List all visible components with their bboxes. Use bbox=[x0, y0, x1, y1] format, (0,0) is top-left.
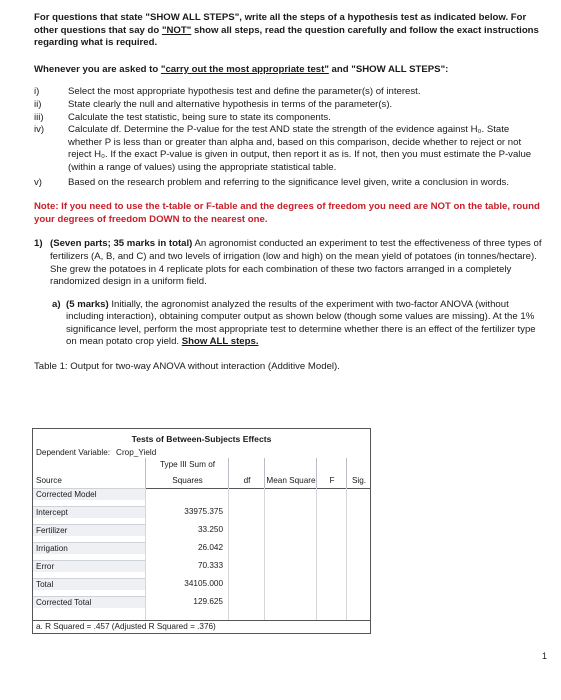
table-title: Tests of Between-Subjects Effects bbox=[131, 434, 272, 444]
header-sum-of-squares bbox=[145, 458, 229, 488]
step-text: State clearly the null and alternative hypothesis in terms of the parameter(s). bbox=[68, 98, 393, 110]
question-text bbox=[50, 238, 546, 288]
table-row bbox=[33, 560, 370, 572]
instructions-paragraph bbox=[34, 12, 546, 50]
step-number: v) bbox=[34, 176, 42, 188]
header-sig bbox=[346, 458, 371, 488]
row-source: Fertilizer bbox=[33, 524, 145, 536]
dependent-variable bbox=[36, 448, 156, 458]
part-text bbox=[66, 299, 546, 349]
row-sum-of-squares: 70.333 bbox=[197, 561, 223, 570]
row-sum-of-squares: 129.625 bbox=[193, 597, 223, 606]
anova-table bbox=[32, 428, 371, 634]
header-source bbox=[33, 458, 145, 488]
part-body: Initially, the agronomist analyzed the results of the experiment with two-factor ANOVA (without including interaction), obtaining computer output as shown below (though some values are missing). At the 1% significance level, perform the most appropriate test to determine whether there is an effect of the fertilizer type on mean potato crop yield. bbox=[66, 298, 536, 348]
step-number: iv) bbox=[34, 124, 45, 136]
row-source: Corrected Model bbox=[33, 488, 145, 500]
row-sum-of-squares: 33975.375 bbox=[184, 507, 223, 516]
header-ss-line2: Squares bbox=[172, 476, 203, 485]
header-f bbox=[316, 458, 347, 488]
list-item bbox=[34, 86, 546, 99]
row-sum-of-squares: 34105.000 bbox=[184, 579, 223, 588]
row-source: Error bbox=[33, 560, 145, 572]
list-item bbox=[34, 177, 546, 190]
question-1 bbox=[34, 238, 546, 288]
row-source: Total bbox=[33, 578, 145, 590]
header-df-label: df bbox=[243, 476, 251, 485]
step-number: i) bbox=[34, 86, 40, 98]
question-body: An agronomist conducted an experiment to test the effectiveness of three types of fertilizers (A, B, and C) and two levels of irrigation (low and high) on the mean yield of potatoes (in tonnes/hectare). She grew the potatoes in 4 replicate plots for each combination of these two factors arranged in a completely randomized design in a uniform field. bbox=[50, 238, 542, 288]
table-row bbox=[33, 542, 370, 554]
step-text: Calculate df. Determine the P-value for the test AND state the strength of the evidence against H₀. State whether P is less than or greater than alpha and, based on this comparison, decide whether to reject or not reject H₀. If the exact P-value is given in output, then report it as is. If not, then you must estimate the P-value (within a range of values) using the appropriate statistical table. bbox=[68, 124, 532, 173]
table-caption: Table 1: Output for two-way ANOVA without interaction (Additive Model). bbox=[34, 361, 340, 373]
page-number: 1 bbox=[542, 651, 548, 661]
steps-heading-text: Whenever you are asked to bbox=[34, 63, 161, 75]
table-row bbox=[33, 506, 370, 518]
note-text: Note: If you need to use the t-table or F-table and the degrees of freedom you need are NOT on the table, round your degrees of freedom DOWN to the nearest one. bbox=[34, 201, 540, 225]
table-row bbox=[33, 578, 370, 590]
question-marks: (Seven parts; 35 marks in total) bbox=[50, 238, 193, 250]
step-text: Select the most appropriate hypothesis test and define the parameter(s) of interest. bbox=[68, 86, 421, 98]
steps-heading bbox=[34, 64, 546, 77]
header-mean-square bbox=[264, 458, 317, 488]
question-1a bbox=[52, 299, 546, 349]
instructions-text: , write all the steps of a hypothesis test as indicated below. For other questions that say do bbox=[34, 12, 527, 36]
table-row bbox=[33, 596, 370, 608]
header-source-label: Source bbox=[36, 476, 62, 485]
row-sum-of-squares bbox=[145, 488, 228, 500]
list-item bbox=[34, 124, 546, 174]
row-source: Intercept bbox=[33, 506, 145, 518]
header-ss-line1: Type III Sum of bbox=[159, 460, 216, 469]
table-row bbox=[33, 524, 370, 536]
steps-heading-text: and bbox=[328, 63, 352, 75]
question-number: 1) bbox=[34, 238, 43, 250]
step-text: Calculate the test statistic, being sure to state its components. bbox=[68, 111, 331, 123]
header-f-label: F bbox=[329, 476, 335, 485]
list-item bbox=[34, 99, 546, 112]
row-sum-of-squares: 33.250 bbox=[197, 525, 223, 534]
step-number: iii) bbox=[34, 111, 44, 123]
header-df bbox=[228, 458, 265, 488]
row-sum-of-squares: 26.042 bbox=[197, 543, 223, 552]
steps-heading-text: : bbox=[445, 63, 449, 75]
dependent-variable-label: Dependent Variable: bbox=[36, 448, 111, 457]
instructions-text: For questions that state bbox=[34, 12, 146, 23]
table-footnote bbox=[33, 620, 370, 634]
step-text: Based on the research problem and referring to the significance level given, write a conclusion in words. bbox=[68, 176, 510, 188]
instructions-emphasis: "SHOW ALL STEPS" bbox=[145, 12, 240, 23]
row-source: Irrigation bbox=[33, 542, 145, 554]
row-source: Corrected Total bbox=[33, 596, 145, 608]
steps-heading-emphasis: "carry out the most appropriate test" bbox=[160, 63, 329, 75]
instructions-text: show all steps, read the question carefully and follow the exact instructions regarding what is required. bbox=[34, 24, 539, 49]
header-ms-label: Mean Square bbox=[266, 476, 316, 485]
part-number: a) bbox=[52, 298, 61, 310]
list-item bbox=[34, 112, 546, 125]
header-sig-label: Sig. bbox=[351, 476, 367, 485]
footnote-text: a. R Squared = .457 (Adjusted R Squared = .376) bbox=[36, 622, 216, 631]
document-page bbox=[34, 8, 546, 374]
part-instruction: Show ALL steps. bbox=[181, 336, 259, 348]
step-number: ii) bbox=[34, 98, 42, 110]
part-marks: (5 marks) bbox=[66, 298, 109, 310]
table-row bbox=[33, 488, 370, 500]
steps-heading-emphasis: "SHOW ALL STEPS" bbox=[351, 63, 446, 75]
steps-list bbox=[34, 86, 546, 189]
dependent-variable-value: Crop_Yield bbox=[116, 448, 157, 457]
table-header bbox=[33, 458, 370, 488]
instructions-emphasis: "NOT" bbox=[161, 24, 192, 36]
